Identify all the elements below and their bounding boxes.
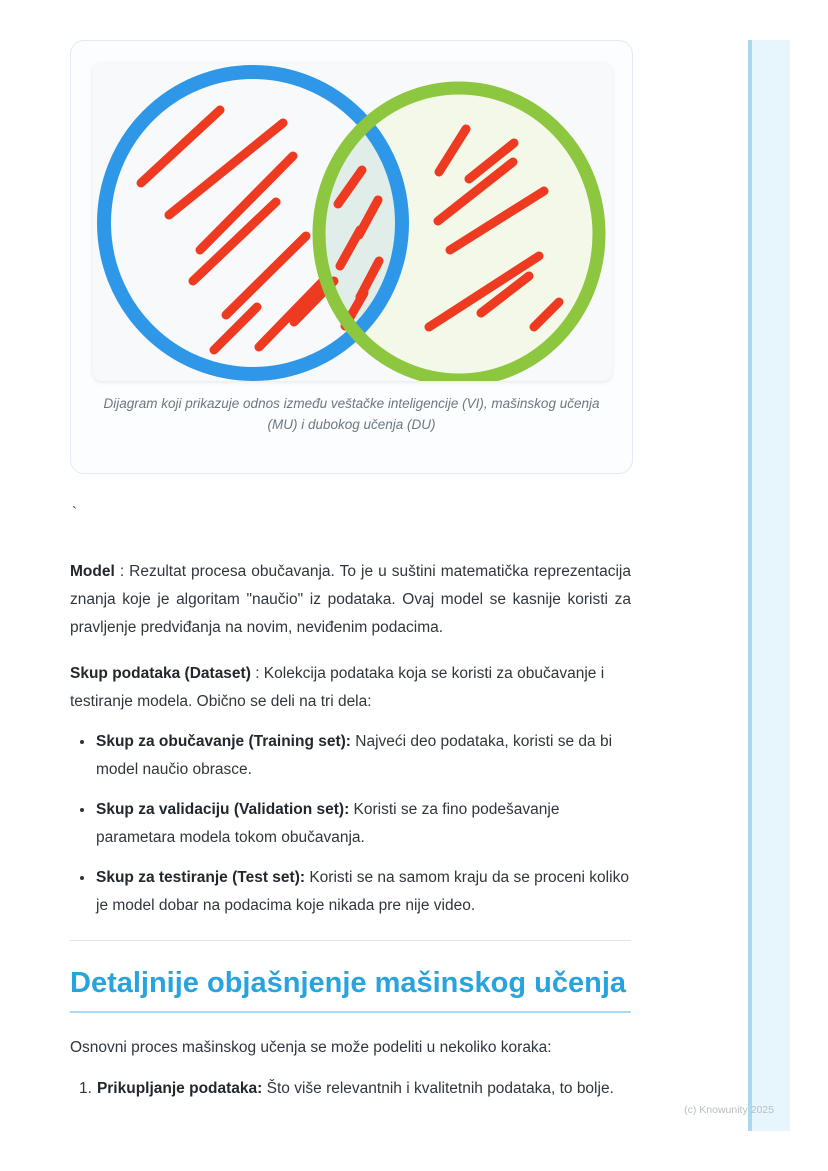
definition-term: Skup podataka (Dataset) <box>70 665 251 682</box>
figure-card <box>70 40 633 474</box>
definition-model <box>70 558 631 642</box>
venn-diagram <box>93 63 612 381</box>
section-divider <box>70 940 631 941</box>
step-lead: Prikupljanje podataka: <box>96 1080 263 1097</box>
list-item-text: Koristi se na samom kraju da se proceni koliko je model dobar na podacima koje nikada pre nije video. <box>96 869 629 914</box>
left-circle-hatching <box>141 110 334 350</box>
list-item-text: Koristi se za fino podešavanje parametara modela tokom obučavanja. <box>96 801 560 846</box>
figure-caption: Dijagram koji prikazuje odnos između veštačke inteligencije (VI), mašinskog učenja (MU) i dubokog učenja (DU) <box>103 396 600 432</box>
definition-text: : Rezultat procesa obučavanja. To je u suštini matematička reprezentacija znanja koje je algoritam "naučio" iz podataka. Ovaj model se kasnije koristi za pravljenje predviđanja na novim, neviđenim podacima. <box>70 563 631 636</box>
step-body <box>97 1075 614 1103</box>
stray-backtick: ` <box>72 504 77 521</box>
copyright-watermark: (c) Knowunity 2025 <box>684 1104 774 1116</box>
numbered-step <box>79 1075 631 1103</box>
dataset-split-list <box>70 728 631 920</box>
list-item-lead: Skup za obučavanje (Training set): <box>96 733 351 750</box>
step-number: 1. <box>79 1080 92 1097</box>
list-item <box>95 796 631 852</box>
list-item <box>95 728 631 784</box>
section-heading: Detaljnije objašnjenje mašinskog učenja <box>70 966 631 1013</box>
step-text: Što više relevantnih i kvalitetnih podataka, to bolje. <box>262 1080 614 1097</box>
list-item <box>95 864 631 920</box>
section-intro: Osnovni proces mašinskog učenja se može podeliti u nekoliko koraka: <box>70 1039 552 1056</box>
list-item-lead: Skup za validaciju (Validation set): <box>96 801 350 818</box>
list-item-text: Najveći deo podataka, koristi se da bi model naučio obrasce. <box>96 733 613 778</box>
definition-dataset <box>70 660 631 716</box>
list-item-lead: Skup za testiranje (Test set): <box>96 869 306 886</box>
document-body <box>70 552 631 1103</box>
definition-term: Model <box>70 563 115 580</box>
venn-diagram-image[interactable] <box>93 63 612 381</box>
right-page-strip <box>748 40 790 1131</box>
definition-text: : Kolekcija podataka koja se koristi za obučavanje i testiranje modela. Obično se deli na tri dela: <box>70 665 605 710</box>
